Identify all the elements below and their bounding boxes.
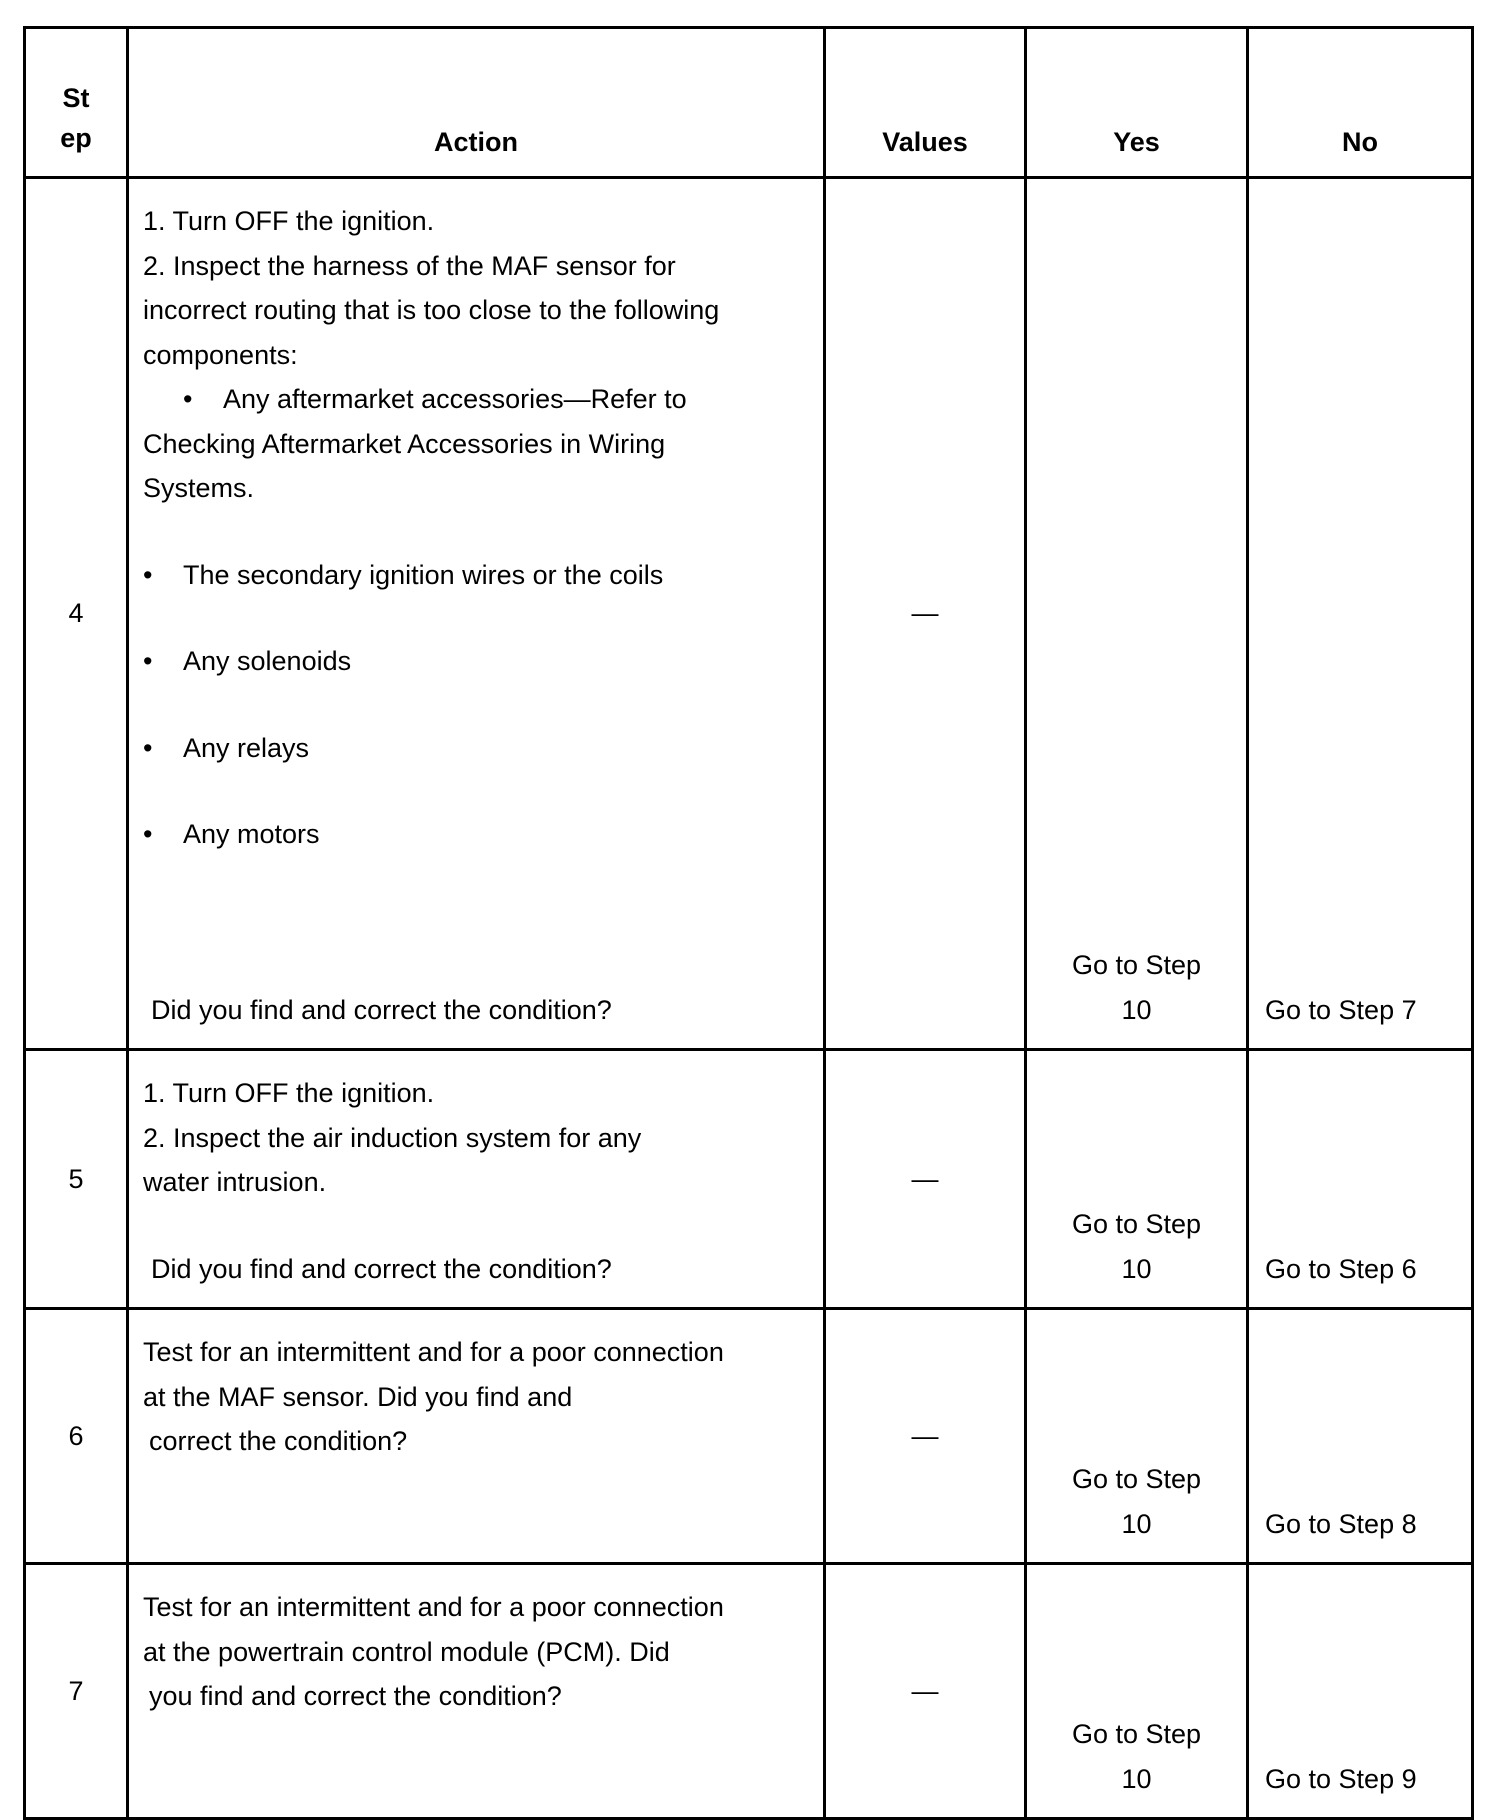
yes-line: 10: [1121, 1253, 1152, 1284]
action-line: you find and correct the condition?: [149, 1681, 562, 1711]
sub-bullet: [143, 377, 813, 422]
bullet-glyph: •: [143, 732, 153, 763]
yes-line: 10: [1121, 1763, 1152, 1794]
header-action: Action: [128, 28, 825, 178]
action-line: 1. Turn OFF the ignition.: [143, 206, 435, 236]
action-line: 2. Inspect the air induction system for any: [143, 1122, 642, 1153]
diagnostic-table: [23, 26, 1474, 1820]
no-cell: Go to Step 9: [1248, 1564, 1473, 1819]
bullet-item: [143, 726, 813, 771]
header-yes: Yes: [1026, 28, 1248, 178]
no-cell: Go to Step 8: [1248, 1309, 1473, 1564]
bullet-text: Any motors: [183, 819, 320, 849]
value-cell: —: [825, 178, 1026, 1050]
header-no: No: [1248, 28, 1473, 178]
bullet-glyph: •: [183, 384, 193, 414]
bullet-text: Any relays: [183, 732, 310, 763]
header-row: [25, 28, 1473, 178]
action-line: Test for an intermittent and for a poor connection: [143, 1337, 724, 1367]
value-cell: —: [825, 1309, 1026, 1564]
action-line: 1. Turn OFF the ignition.: [143, 1078, 435, 1108]
yes-cell: [1026, 1050, 1248, 1309]
value-cell: —: [825, 1050, 1026, 1309]
question-text: Did you find and correct the condition?: [151, 1253, 612, 1284]
action-line: correct the condition?: [149, 1426, 408, 1456]
yes-cell: [1026, 1564, 1248, 1819]
header-step-line2: ep: [60, 123, 92, 153]
yes-cell: [1026, 1309, 1248, 1564]
step-number: 4: [25, 178, 128, 1050]
bullet-item: [143, 639, 813, 684]
action-line: at the powertrain control module (PCM). Did: [143, 1636, 670, 1667]
action-line: water intrusion.: [143, 1167, 327, 1197]
yes-line: Go to Step: [1071, 950, 1202, 980]
no-cell: Go to Step 6: [1248, 1050, 1473, 1309]
yes-line: Go to Step: [1071, 1719, 1202, 1749]
action-line: Test for an intermittent and for a poor connection: [143, 1592, 724, 1622]
yes-line: 10: [1121, 994, 1152, 1025]
action-cell: [128, 1050, 825, 1309]
bullet-item: [143, 812, 813, 857]
action-cell: [128, 1564, 825, 1819]
bullet-item: [143, 553, 813, 598]
yes-cell: [1026, 178, 1248, 1050]
header-step-line1: St: [62, 83, 90, 113]
step-number: 6: [25, 1309, 128, 1564]
action-line: components:: [143, 339, 298, 370]
action-line: Any aftermarket accessories—Refer to: [223, 384, 687, 414]
action-line: 2. Inspect the harness of the MAF sensor for: [143, 250, 676, 281]
action-line: Checking Aftermarket Accessories in Wiring: [143, 428, 666, 459]
action-line: Systems.: [143, 473, 255, 503]
yes-line: 10: [1121, 1508, 1152, 1539]
value-cell: —: [825, 1564, 1026, 1819]
question-text: Did you find and correct the condition?: [151, 994, 612, 1025]
no-cell: Go to Step 7: [1248, 178, 1473, 1050]
header-step: [25, 28, 128, 178]
table-row: [25, 1309, 1473, 1564]
table-row: [25, 178, 1473, 1050]
action-line: at the MAF sensor. Did you find and: [143, 1381, 573, 1412]
header-values: Values: [825, 28, 1026, 178]
yes-line: Go to Step: [1071, 1209, 1202, 1239]
table-row: [25, 1050, 1473, 1309]
step-number: 7: [25, 1564, 128, 1819]
bullet-text: Any solenoids: [183, 646, 352, 676]
action-cell: [128, 1309, 825, 1564]
bullet-glyph: •: [143, 819, 153, 849]
bullet-text: The secondary ignition wires or the coils: [183, 559, 664, 590]
bullet-glyph: •: [143, 646, 153, 676]
bullet-glyph: •: [143, 559, 153, 590]
table-row: [25, 1564, 1473, 1819]
action-cell: [128, 178, 825, 1050]
yes-line: Go to Step: [1071, 1464, 1202, 1494]
step-number: 5: [25, 1050, 128, 1309]
action-line: incorrect routing that is too close to the following: [143, 295, 720, 325]
